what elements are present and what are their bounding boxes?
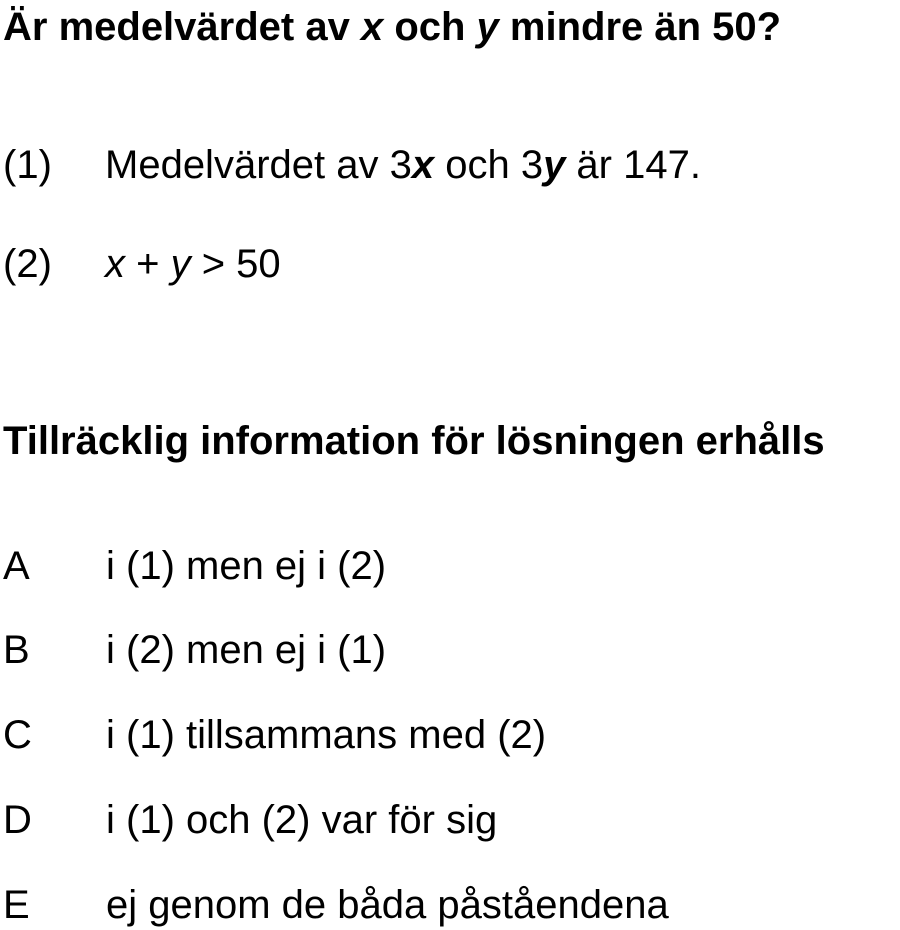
option-b[interactable] (3, 627, 386, 673)
option-a[interactable] (3, 543, 386, 589)
statement-number: (1) (3, 143, 52, 187)
question-text-part: Är medelvärdet av (3, 5, 361, 49)
statement-number: (2) (3, 242, 52, 286)
inequality-text: > 50 (190, 242, 281, 286)
option-text: ej genom de båda påståendena (106, 883, 669, 927)
variable-x: x (360, 5, 384, 49)
option-letter: B (3, 628, 30, 672)
option-text: i (2) men ej i (1) (106, 628, 387, 672)
option-text: i (1) och (2) var för sig (106, 798, 498, 842)
variable-x: x (411, 143, 435, 187)
question-text-part: mindre än 50? (498, 5, 782, 49)
question-text-part: och (383, 5, 477, 49)
variable-x: x (105, 242, 125, 286)
option-letter: D (3, 798, 32, 842)
statement-2 (3, 241, 281, 287)
option-letter: C (3, 713, 32, 757)
option-text: i (1) men ej i (2) (106, 544, 387, 588)
option-c[interactable] (3, 712, 546, 758)
variable-y: y (476, 5, 499, 49)
question-title (3, 4, 781, 50)
statement-text-part: är 147. (565, 143, 701, 187)
option-d[interactable] (3, 797, 497, 843)
option-text: i (1) tillsammans med (2) (106, 713, 547, 757)
statement-text-part: Medelvärdet av 3 (105, 143, 412, 187)
variable-y: y (543, 143, 566, 187)
plus-operator: + (125, 242, 171, 286)
statement-text-part: och 3 (434, 143, 544, 187)
statement-1 (3, 142, 701, 188)
option-e[interactable] (3, 882, 669, 928)
prompt-heading: Tillräcklig information för lösningen erhålls (3, 419, 825, 463)
option-letter: A (3, 544, 30, 588)
variable-y: y (170, 242, 191, 286)
option-letter: E (3, 883, 30, 927)
